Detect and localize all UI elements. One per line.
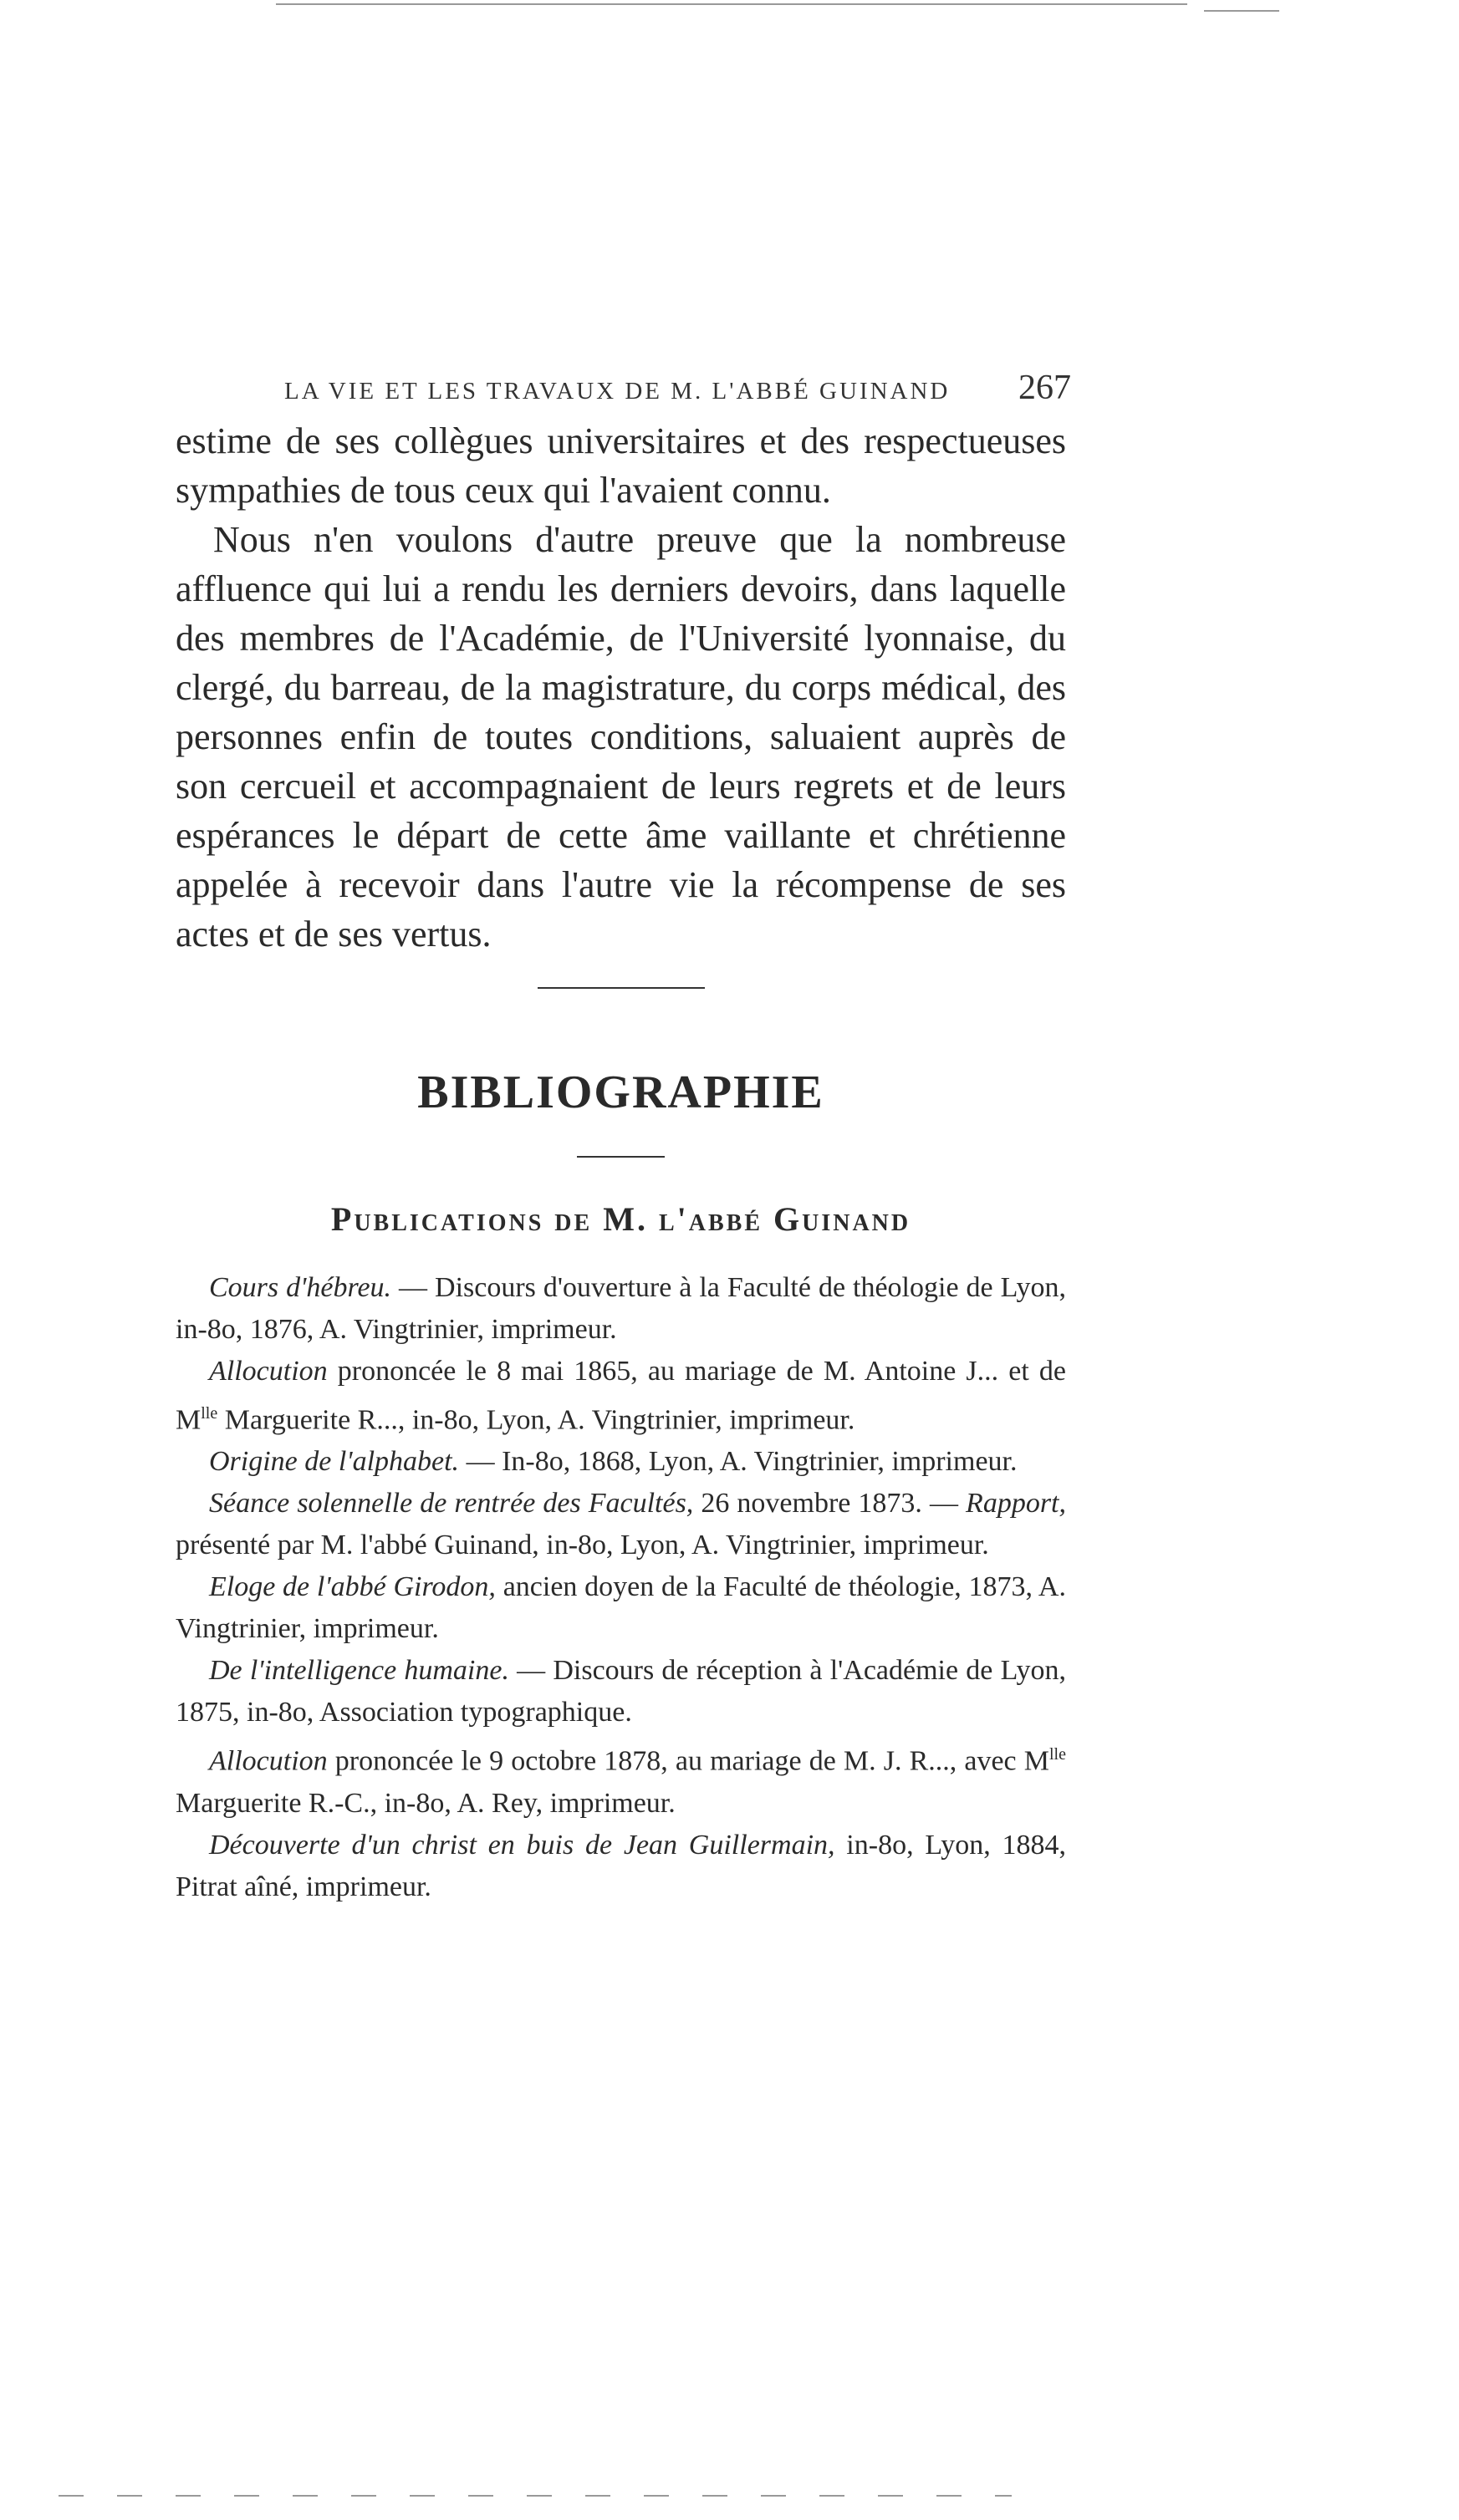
entry-title: Cours d'hébreu. bbox=[209, 1272, 392, 1303]
bibliography-entry bbox=[176, 1483, 1066, 1566]
bibliography-entry bbox=[176, 1650, 1066, 1733]
entry-superscript: lle bbox=[201, 1404, 218, 1423]
entry-details: 26 novembre 1873. — bbox=[693, 1488, 967, 1520]
entry-details: prononcée le 9 octobre 1878, au mariage de M. J. R..., avec M bbox=[327, 1745, 1049, 1777]
scan-edge-top-right bbox=[1204, 10, 1279, 12]
scan-edge-bottom bbox=[59, 2495, 1012, 2497]
page-number: 267 bbox=[1018, 369, 1071, 407]
running-head bbox=[284, 368, 1071, 408]
section-divider bbox=[538, 987, 705, 989]
bibliography-entry bbox=[176, 1566, 1066, 1650]
entry-title: Séance solennelle de rentrée des Facultés, bbox=[209, 1488, 694, 1520]
heading-divider bbox=[577, 1156, 665, 1158]
entry-title: Découverte d'un christ en buis de Jean Guillermain, bbox=[209, 1829, 835, 1861]
book-page bbox=[176, 368, 1071, 1908]
bibliography-heading: BIBLIOGRAPHIE bbox=[417, 1067, 824, 1118]
bibliography-entry bbox=[176, 1351, 1066, 1441]
scan-edge-top bbox=[276, 3, 1187, 5]
entry-details: prononcée le 8 mai 1865, au mariage de M. Antoine J... et de M bbox=[176, 1356, 1066, 1436]
entry-details: — Discours de réception à l'Académie de Lyon, 1875, in-8o, Association typographique. bbox=[176, 1655, 1066, 1728]
paragraph-continued: estime de ses collègues universitaires et des respectueuses sympathies de tous ceux qui l'avaient connu. bbox=[176, 420, 1066, 511]
entry-superscript: lle bbox=[1049, 1745, 1066, 1764]
entry-title: Allocution bbox=[209, 1745, 328, 1777]
entry-title: De l'intelligence humaine. bbox=[209, 1655, 509, 1687]
entry-details-cont: présenté par M. l'abbé Guinand, in-8o, Lyon, A. Vingtrinier, imprimeur. bbox=[176, 1530, 989, 1561]
running-title: LA VIE ET LES TRAVAUX DE M. L'ABBÉ GUINAND bbox=[284, 378, 951, 405]
bibliography-entry bbox=[176, 1825, 1066, 1908]
entry-details: — Discours d'ouverture à la Faculté de théologie de Lyon, in-8o, 1876, A. Vingtrinier, imprimeur. bbox=[176, 1272, 1066, 1345]
entry-details: — In-8o, 1868, Lyon, A. Vingtrinier, imprimeur. bbox=[459, 1446, 1018, 1478]
bibliography-list bbox=[176, 1267, 1066, 1908]
entry-title-secondary: Rapport, bbox=[966, 1488, 1066, 1520]
publications-subheading: Publications de M. l'abbé Guinand bbox=[330, 1200, 911, 1238]
bibliography-entry bbox=[176, 1733, 1066, 1824]
entry-title: Allocution bbox=[209, 1356, 328, 1387]
entry-title: Origine de l'alphabet. bbox=[209, 1446, 460, 1478]
entry-details: in-8o, Lyon, 1884, Pitrat aîné, imprimeur. bbox=[176, 1829, 1066, 1902]
entry-details-cont: Marguerite R.-C., in-8o, A. Rey, imprimeur. bbox=[176, 1787, 676, 1819]
entry-details-cont: Marguerite R..., in-8o, Lyon, A. Vingtrinier, imprimeur. bbox=[217, 1404, 855, 1436]
paragraph-funeral: Nous n'en voulons d'autre preuve que la nombreuse affluence qui lui a rendu les derniers devoirs, dans laquelle des membres de l'Académie, de l'Université lyonnaise, du clergé, du barreau, de la magistrature, du corps médical, des personnes enfin de toutes conditions, saluaient auprès de son cercueil et accompagnaient de leurs regrets et de leurs espérances le départ de cette âme vaillante et chrétienne appelée à recevoir dans l'autre vie la récompense de ses actes et de ses vertus. bbox=[176, 519, 1066, 955]
entry-details: ancien doyen de la Faculté de théologie, 1873, A. Vingtrinier, imprimeur. bbox=[176, 1571, 1066, 1645]
bibliography-entry bbox=[176, 1267, 1066, 1351]
entry-title: Eloge de l'abbé Girodon, bbox=[209, 1571, 496, 1603]
bibliography-entry bbox=[176, 1441, 1066, 1483]
